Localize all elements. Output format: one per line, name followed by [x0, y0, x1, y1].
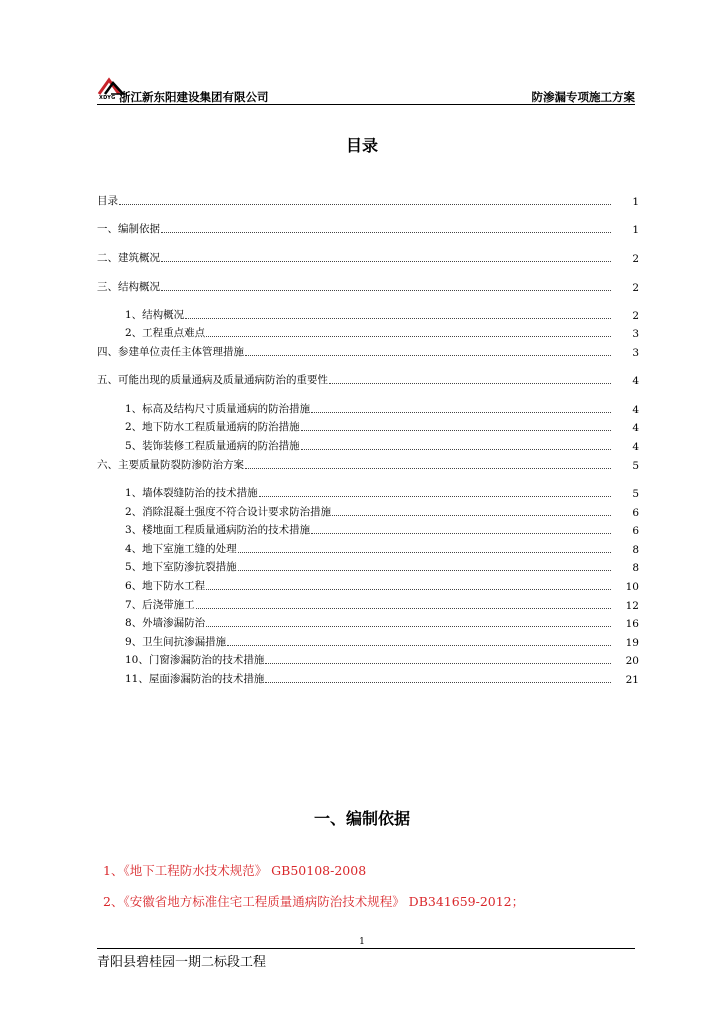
toc-leader-dots	[206, 625, 611, 627]
toc-entry-label: 8、外墙渗漏防治	[125, 617, 206, 629]
toc-entry-page: 6	[632, 525, 639, 537]
toc-entry-label: 2、地下防水工程质量通病的防治措施	[125, 421, 300, 433]
toc-leader-dots	[245, 354, 611, 356]
toc-leader-dots	[329, 382, 611, 384]
toc-entry[interactable]	[97, 594, 639, 612]
toc-leader-dots	[206, 588, 611, 590]
toc-entry-label: 四、参建单位责任主体管理措施	[97, 346, 244, 358]
toc-entry-label: 2、消除混凝土强度不符合设计要求防治措施	[125, 506, 332, 518]
toc-leader-dots	[265, 662, 611, 664]
footer-project-name: 青阳县碧桂园一期二标段工程	[97, 955, 267, 970]
toc-leader-dots	[161, 231, 611, 233]
toc-entry-page: 5	[632, 488, 639, 500]
toc-leader-dots	[238, 551, 611, 553]
toc-leader-dots	[196, 607, 611, 609]
toc-entry-label: 目录	[97, 195, 118, 207]
toc-entry-label: 三、结构概况	[97, 281, 160, 293]
toc-entry-page: 21	[625, 674, 639, 686]
toc-leader-dots	[161, 260, 611, 262]
toc-entry[interactable]	[97, 668, 639, 686]
toc-entry-label: 11、屋面渗漏防治的技术措施	[125, 673, 265, 685]
toc-entry-label: 六、主要质量防裂防渗防治方案	[97, 459, 244, 471]
toc-entry-page: 2	[632, 253, 639, 265]
footer-divider	[97, 948, 635, 949]
toc-entry-page: 4	[632, 404, 639, 416]
toc-entry[interactable]	[97, 538, 639, 556]
toc-entry-page: 3	[632, 347, 639, 359]
toc-entry[interactable]	[97, 247, 639, 265]
toc-entry[interactable]	[97, 501, 639, 519]
reference-item: 1、《地下工程防水技术规范》 GB50108-2008	[103, 863, 367, 878]
toc-entry[interactable]	[97, 612, 639, 630]
toc-entry-page: 4	[632, 422, 639, 434]
section-heading: 一、编制依据	[313, 809, 410, 828]
toc-entry-page: 5	[632, 460, 639, 472]
toc-entry-page: 3	[632, 328, 639, 340]
toc-entry-page: 4	[632, 375, 639, 387]
toc-entry[interactable]	[97, 218, 639, 236]
toc-leader-dots	[332, 514, 611, 516]
toc-leader-dots	[265, 681, 611, 683]
toc-leader-dots	[311, 411, 611, 413]
toc-entry-page: 8	[632, 544, 639, 556]
toc-entry-label: 一、编制依据	[97, 223, 160, 235]
toc-entry[interactable]	[97, 276, 639, 294]
toc-entry[interactable]	[97, 482, 639, 500]
toc-entry-page: 16	[625, 618, 639, 630]
toc-entry-page: 6	[632, 507, 639, 519]
toc-entry-label: 7、后浇带施工	[125, 599, 195, 611]
toc-entry-label: 3、楼地面工程质量通病防治的技术措施	[125, 524, 311, 536]
toc-leader-dots	[119, 203, 611, 205]
toc-entry[interactable]	[97, 556, 639, 574]
toc-entry-page: 1	[632, 224, 639, 236]
toc-entry-label: 1、墙体裂缝防治的技术措施	[125, 487, 258, 499]
toc-entry-page: 10	[625, 581, 639, 593]
toc-entry[interactable]	[97, 435, 639, 453]
toc-leader-dots	[206, 335, 611, 337]
toc-entry[interactable]	[97, 322, 639, 340]
toc-entry-page: 19	[625, 637, 639, 649]
toc-entry-label: 2、工程重点难点	[125, 327, 206, 339]
toc-entry-label: 6、地下防水工程	[125, 580, 206, 592]
toc-entry-page: 2	[632, 310, 639, 322]
toc-entry-page: 20	[625, 655, 639, 667]
toc-entry[interactable]	[97, 369, 639, 387]
toc-leader-dots	[301, 429, 611, 431]
toc-entry-page: 12	[625, 600, 639, 612]
toc-entry[interactable]	[97, 416, 639, 434]
toc-leader-dots	[161, 289, 611, 291]
reference-item: 2、《安徽省地方标准住宅工程质量通病防治技术规程》 DB341659-2012；	[103, 894, 525, 909]
toc-entry[interactable]	[97, 341, 639, 359]
toc-entry-label: 4、地下室施工缝的处理	[125, 543, 237, 555]
toc-entry-label: 1、结构概况	[125, 309, 185, 321]
toc-leader-dots	[238, 569, 611, 571]
toc-entry-label: 五、可能出现的质量通病及质量通病防治的重要性	[97, 374, 328, 386]
toc-entry-page: 2	[632, 282, 639, 294]
toc-entry-label: 5、地下室防渗抗裂措施	[125, 561, 237, 573]
toc-leader-dots	[245, 467, 611, 469]
toc-entry-page: 8	[632, 562, 639, 574]
toc-entry[interactable]	[97, 398, 639, 416]
toc-entry-page: 4	[632, 441, 639, 453]
toc-entry[interactable]	[97, 454, 639, 472]
toc-entry-label: 10、门窗渗漏防治的技术措施	[125, 654, 265, 666]
toc-entry-label: 1、标高及结构尺寸质量通病的防治措施	[125, 403, 311, 415]
toc-entry[interactable]	[97, 631, 639, 649]
toc-heading: 目录	[345, 136, 378, 155]
document-title: 防渗漏专项施工方案	[531, 90, 635, 104]
toc-entry[interactable]	[97, 519, 639, 537]
toc-entry-label: 二、建筑概况	[97, 252, 160, 264]
toc-entry-label: 9、卫生间抗渗漏措施	[125, 636, 227, 648]
page-number: 1	[359, 937, 365, 947]
toc-entry[interactable]	[97, 649, 639, 667]
toc-leader-dots	[311, 532, 611, 534]
toc-entry[interactable]	[97, 304, 639, 322]
toc-entry-label: 5、装饰装修工程质量通病的防治措施	[125, 440, 300, 452]
toc-entry[interactable]	[97, 575, 639, 593]
toc-entry[interactable]	[97, 190, 639, 208]
toc-leader-dots	[301, 448, 611, 450]
logo-text: XDYG	[99, 95, 116, 101]
page-header	[97, 74, 635, 105]
company-name: 浙江新东阳建设集团有限公司	[119, 90, 269, 104]
toc-entry-page: 1	[632, 196, 639, 208]
toc-leader-dots	[185, 317, 611, 319]
toc-leader-dots	[259, 495, 611, 497]
toc-leader-dots	[227, 644, 611, 646]
